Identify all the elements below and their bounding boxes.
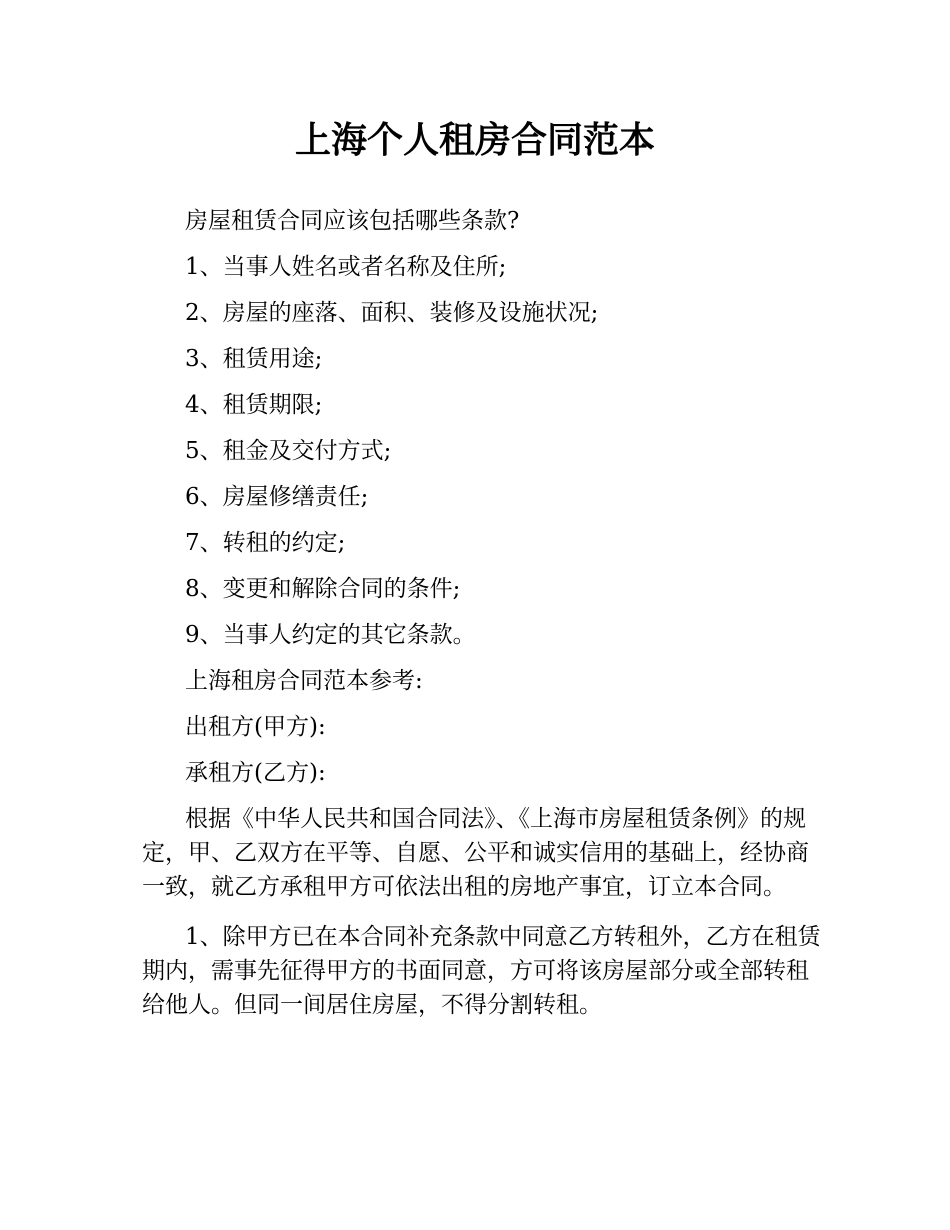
clause-item-5: 5、租金及交付方式;: [185, 438, 392, 464]
document-title: 上海个人租房合同范本: [294, 120, 655, 161]
template-reference-heading: 上海租房合同范本参考:: [185, 668, 423, 694]
clause-item-2: 2、房屋的座落、面积、装修及设施状况;: [185, 300, 599, 326]
lessee-party: 承租方(乙方):: [185, 760, 326, 786]
clause-question: 房屋租赁合同应该包括哪些条款?: [185, 208, 520, 234]
clause-item-4: 4、租赁期限;: [185, 392, 323, 418]
clause-item-7: 7、转租的约定;: [185, 530, 346, 556]
clause-item-1: 1、当事人姓名或者名称及住所;: [185, 254, 507, 280]
lessor-party: 出租方(甲方):: [185, 714, 326, 740]
clause-item-3: 3、租赁用途;: [185, 346, 323, 372]
contract-preamble: 根据《中华人民共和国合同法》、《上海市房屋租赁条例》的规定，甲、乙双方在平等、自愿、公平和诚实信用的基础上，经协商一致，就乙方承租甲方可依法出租的房地产事宜，订立本合同。: [142, 806, 809, 900]
clause-item-6: 6、房屋修缮责任;: [185, 484, 369, 510]
clause-item-8: 8、变更和解除合同的条件;: [185, 576, 461, 602]
sublease-clause: 1、除甲方已在本合同补充条款中同意乙方转租外，乙方在租赁期内，需事先征得甲方的书面同意，方可将该房屋部分或全部转租给他人。但同一间居住房屋，不得分割转租。: [142, 924, 821, 1018]
clause-item-9: 9、当事人约定的其它条款。: [185, 622, 476, 648]
document-body: [142, 198, 822, 1028]
